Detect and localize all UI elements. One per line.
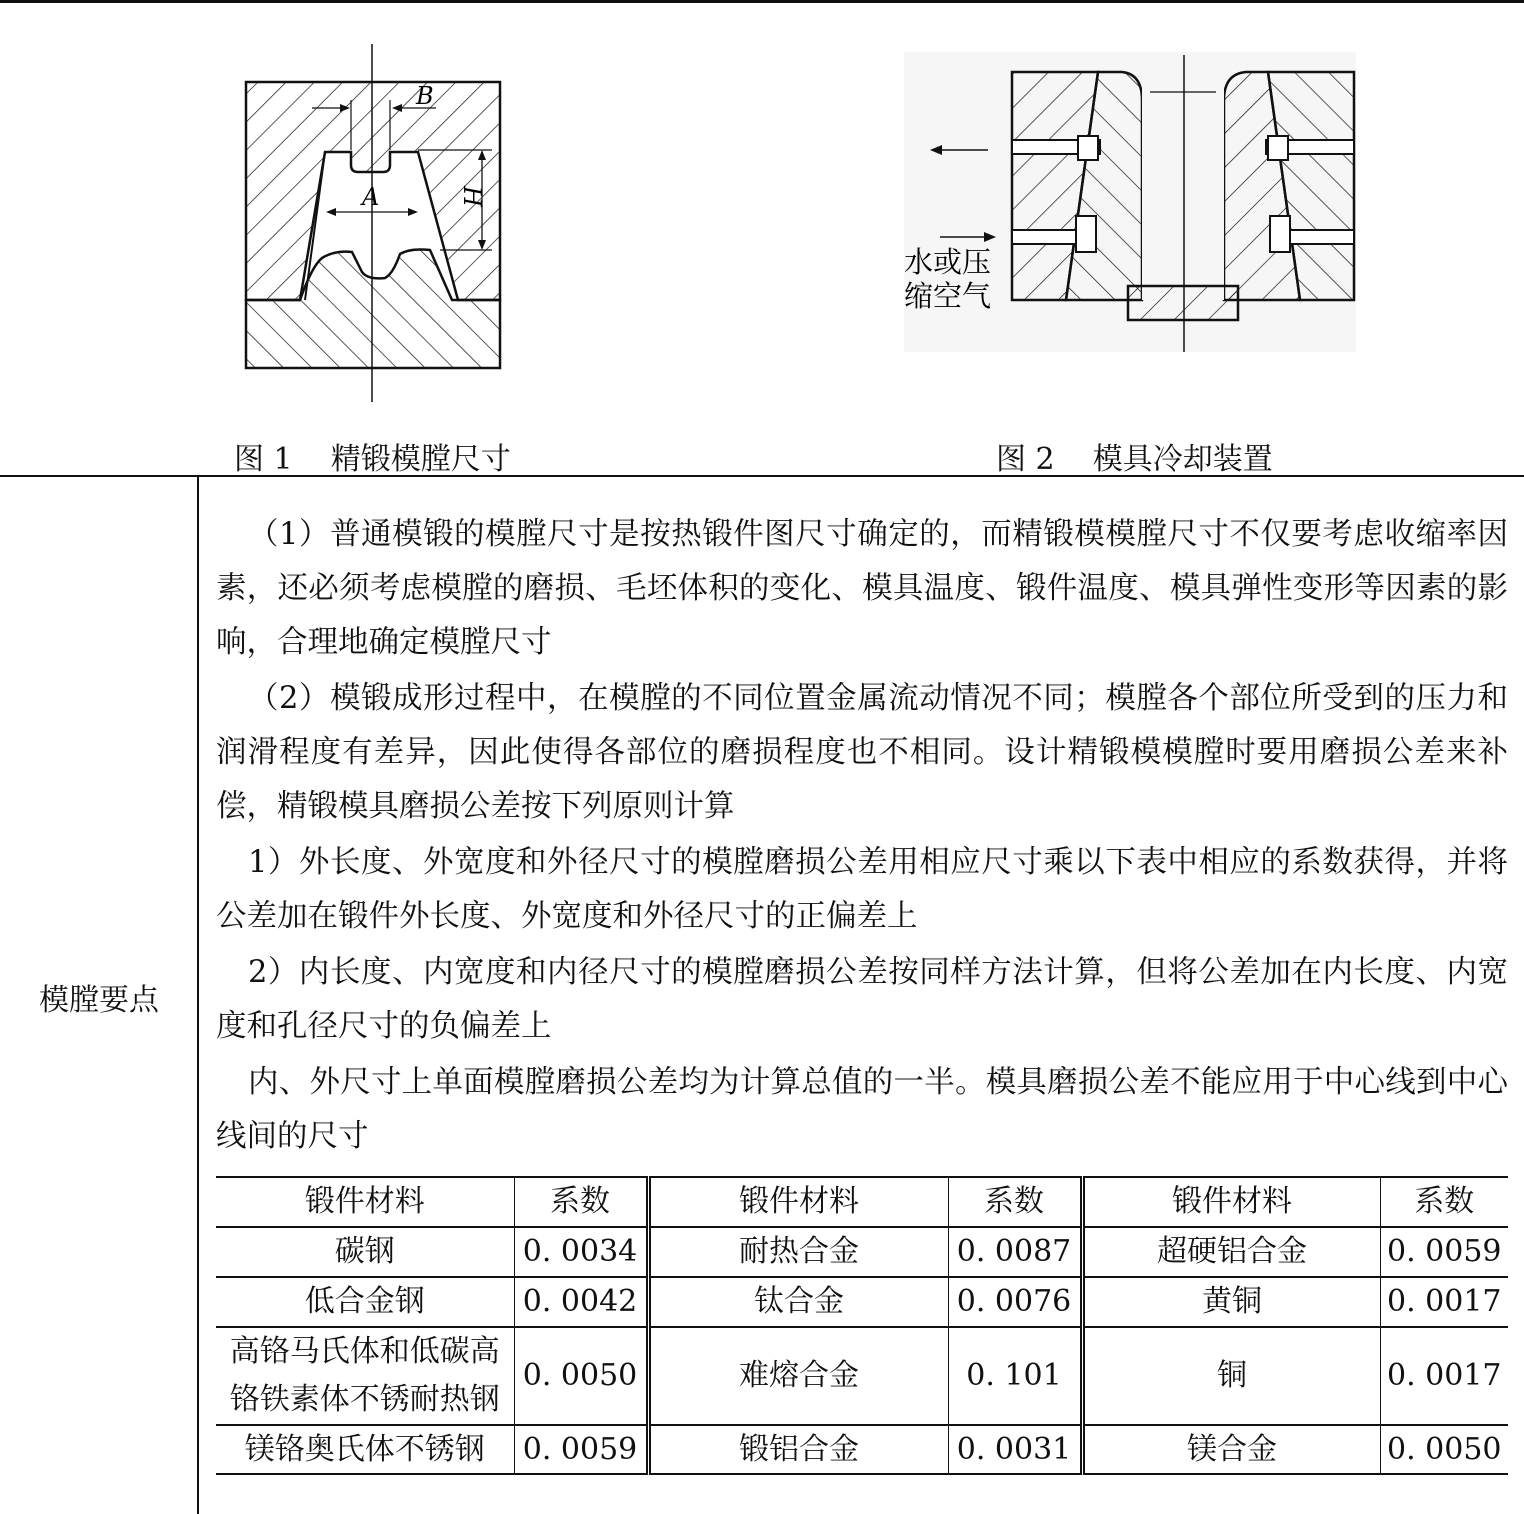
- material-cell: 锻铝合金: [648, 1425, 948, 1474]
- figure-2-die-cooling: [900, 50, 1360, 356]
- header-coef: 系数: [1380, 1177, 1508, 1227]
- material-cell: 镁合金: [1082, 1425, 1380, 1474]
- paragraph-1: （1）普通模锻的模膛尺寸是按热锻件图尺寸确定的，而精锻模模膛尺寸不仅要考虑收缩率因素，还必须考虑模膛的磨损、毛坯体积的变化、模具温度、锻件温度、模具弹性变形等因素的影响，合理地确定模膛尺寸: [216, 517, 1508, 660]
- paragraph-3: 1）外长度、外宽度和外径尺寸的模膛磨损公差用相应尺寸乘以下表中相应的系数获得，并将公差加在锻件外长度、外宽度和外径尺寸的正偏差上: [216, 845, 1508, 934]
- coef-cell: 0. 0034: [514, 1227, 648, 1277]
- coef-cell: 0. 0017: [1380, 1277, 1508, 1327]
- label-a: A: [362, 183, 380, 211]
- wear-coefficient-table: [216, 1176, 1508, 1475]
- figure-1-caption: 图 1 精锻模膛尺寸: [234, 442, 511, 477]
- material-cell: 镁铬奥氏体不锈钢: [216, 1425, 514, 1474]
- section-label: 模膛要点: [39, 983, 159, 1018]
- material-cell: 黄铜: [1082, 1277, 1380, 1327]
- coef-cell: 0. 0042: [514, 1277, 648, 1327]
- material-cell: 难熔合金: [648, 1327, 948, 1425]
- material-line-1: 高铬马氏体和低碳高: [229, 1334, 500, 1369]
- material-cell: 钛合金: [648, 1277, 948, 1327]
- header-material: 锻件材料: [1082, 1177, 1380, 1227]
- material-cell: [216, 1327, 514, 1425]
- coef-cell: 0. 101: [948, 1327, 1082, 1425]
- coef-cell: 0. 0076: [948, 1277, 1082, 1327]
- table-row: [216, 1277, 1508, 1327]
- material-cell: 铜: [1082, 1327, 1380, 1425]
- header-material: 锻件材料: [648, 1177, 948, 1227]
- material-cell: 碳钢: [216, 1227, 514, 1277]
- table-row: [216, 1227, 1508, 1277]
- header-material: 锻件材料: [216, 1177, 514, 1227]
- section-divider: [0, 475, 1524, 477]
- material-line-2: 铬铁素体不锈耐热钢: [229, 1382, 500, 1417]
- top-border: [0, 0, 1524, 3]
- coolant-label-line2: 缩空气: [904, 279, 992, 313]
- table-header-row: [216, 1177, 1508, 1227]
- coef-cell: 0. 0059: [1380, 1227, 1508, 1277]
- header-coef: 系数: [514, 1177, 648, 1227]
- label-h: H: [458, 186, 486, 207]
- figure-2-caption: 图 2 模具冷却装置: [996, 442, 1273, 477]
- coef-cell: 0. 0017: [1380, 1327, 1508, 1425]
- coef-cell: 0. 0087: [948, 1227, 1082, 1277]
- paragraph-5: 内、外尺寸上单面模膛磨损公差均为计算总值的一半。模具磨损公差不能应用于中心线到中心线间的尺寸: [216, 1065, 1508, 1154]
- paragraph-4: 2）内长度、内宽度和内径尺寸的模膛磨损公差按同样方法计算，但将公差加在内长度、内宽度和孔径尺寸的负偏差上: [216, 955, 1508, 1044]
- material-cell: 超硬铝合金: [1082, 1227, 1380, 1277]
- paragraph-2: （2）模锻成形过程中，在模膛的不同位置金属流动情况不同；模膛各个部位所受到的压力和润滑程度有差异，因此使得各部位的磨损程度也不相同。设计精锻模模膛时要用磨损公差来补偿，精锻模具磨损公差按下列原则计算: [216, 681, 1508, 824]
- header-coef: 系数: [948, 1177, 1082, 1227]
- coef-cell: 0. 0050: [514, 1327, 648, 1425]
- coef-cell: 0. 0050: [1380, 1425, 1508, 1474]
- table-row: [216, 1327, 1508, 1425]
- material-cell: 低合金钢: [216, 1277, 514, 1327]
- table-row: [216, 1425, 1508, 1474]
- figure-1-die-cavity: [230, 40, 520, 410]
- coolant-label-line1: 水或压: [904, 245, 992, 279]
- coef-cell: 0. 0031: [948, 1425, 1082, 1474]
- coef-cell: 0. 0059: [514, 1425, 648, 1474]
- material-cell: 耐热合金: [648, 1227, 948, 1277]
- label-b: B: [416, 82, 434, 110]
